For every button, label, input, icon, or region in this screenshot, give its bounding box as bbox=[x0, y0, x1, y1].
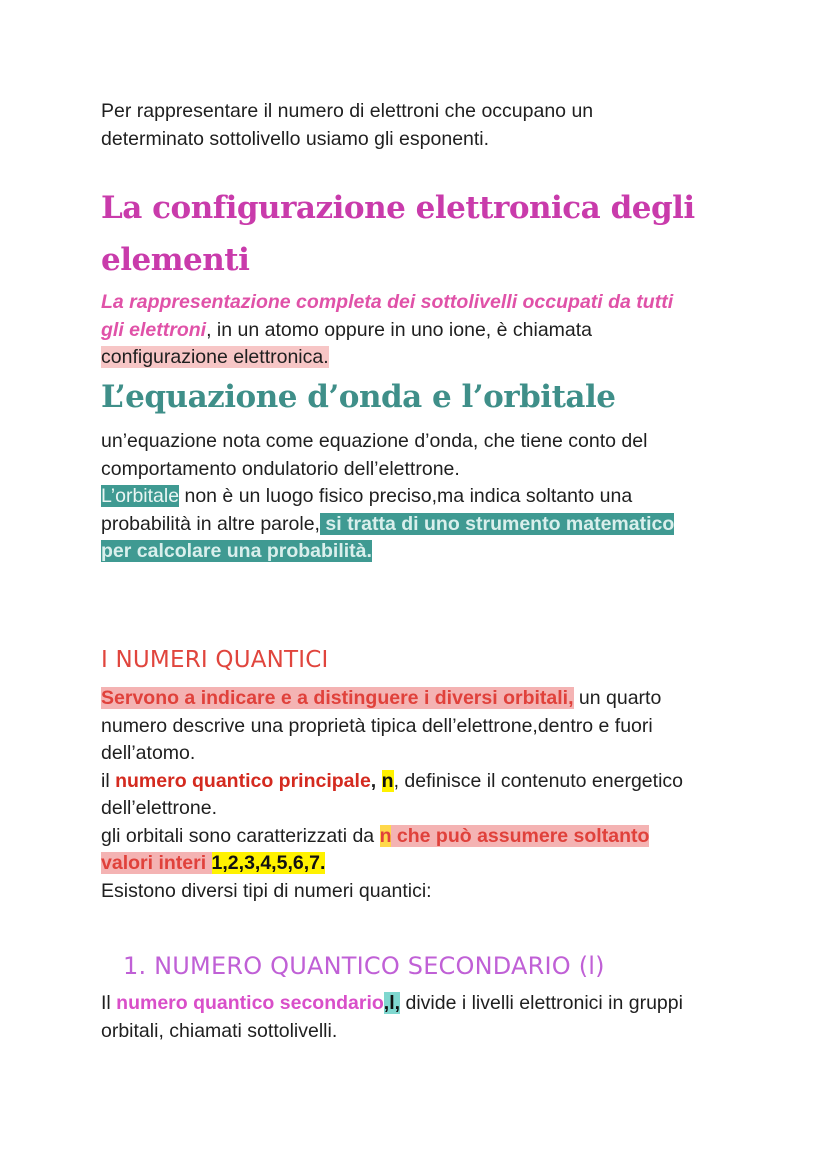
numbers-highlight: 1,2,3,4,5,6,7. bbox=[211, 852, 326, 874]
numeri-quantici-paragraph bbox=[101, 685, 761, 905]
equazione-line-1: un’equazione nota come equazione d’onda, che tiene conto del bbox=[101, 430, 648, 452]
orbitali-pre: gli orbitali sono caratterizzati da bbox=[101, 824, 380, 847]
heading-numero-secondario-title: 1. NUMERO QUANTICO SECONDARIO (l) bbox=[123, 952, 605, 980]
intro-paragraph bbox=[101, 98, 761, 153]
n-highlight-2: n bbox=[379, 824, 392, 847]
secondario-line-2: orbitali, chiamati sottolivelli. bbox=[101, 1019, 338, 1042]
numeri-line-2: numero descrive una proprietà tipica dell’elettrone,dentro e fuori bbox=[101, 714, 653, 737]
principale-rest: , definisce il contenuto energetico bbox=[393, 769, 683, 792]
secondario-rest: divide i livelli elettronici in gruppi bbox=[400, 992, 683, 1014]
heading-numeri-quantici-title: I NUMERI QUANTICI bbox=[101, 647, 329, 673]
soltanto-highlight: che può assumere soltanto bbox=[391, 824, 650, 847]
servono-highlight: Servono a indicare e a distinguere i diversi orbitali, bbox=[101, 687, 574, 709]
intro-line-2: determinato sottolivello usiamo gli esponenti. bbox=[101, 127, 490, 150]
numeri-line-8: Esistono diversi tipi di numeri quantici: bbox=[101, 879, 432, 902]
servono-rest: un quarto bbox=[573, 687, 662, 709]
secondario-paragraph bbox=[101, 990, 761, 1045]
heading-numeri-quantici bbox=[101, 645, 761, 675]
heading-equazione bbox=[101, 377, 761, 417]
orbitale-term-highlight: L’orbitale bbox=[101, 485, 180, 507]
configurazione-term-highlight: configurazione elettronica. bbox=[101, 346, 329, 368]
probabilita-text: probabilità in altre parole, bbox=[101, 512, 320, 535]
strumento-highlight-1: si tratta di uno strumento matematico bbox=[319, 512, 675, 535]
configurazione-paragraph bbox=[101, 289, 761, 372]
heading-configurazione bbox=[101, 182, 761, 286]
strumento-highlight-2: per calcolare una probabilità. bbox=[101, 540, 372, 562]
numeri-line-3: dell’atomo. bbox=[101, 742, 196, 764]
numeri-line-5: dell’elettrone. bbox=[101, 797, 217, 819]
l-highlight: ,l, bbox=[383, 992, 401, 1014]
heading-numero-secondario bbox=[123, 950, 783, 982]
valori-interi-highlight: valori interi bbox=[101, 852, 212, 874]
heading-configurazione-line-1: La configurazione elettronica degli bbox=[101, 190, 695, 226]
intro-line-1: Per rappresentare il numero di elettroni che occupano un bbox=[101, 100, 594, 122]
definition-emphasis-1: La rappresentazione completa dei sottolivelli occupati da tutti bbox=[101, 291, 674, 313]
heading-configurazione-line-2: elementi bbox=[101, 242, 250, 278]
n-highlight: n bbox=[381, 769, 394, 792]
definition-emphasis-2: gli elettroni bbox=[101, 318, 207, 341]
heading-equazione-title: L’equazione d’onda e l’orbitale bbox=[101, 379, 616, 415]
numero-principale-term: numero quantico principale bbox=[115, 769, 371, 792]
secondario-pre: Il bbox=[101, 992, 117, 1014]
principale-pre: il bbox=[101, 769, 116, 792]
equazione-paragraph bbox=[101, 428, 761, 566]
principale-comma: , bbox=[370, 769, 382, 792]
numero-secondario-term: numero quantico secondario bbox=[116, 992, 384, 1014]
orbitale-text: non è un luogo fisico preciso,ma indica soltanto una bbox=[179, 485, 633, 507]
equazione-line-2: comportamento ondulatorio dell’elettrone. bbox=[101, 457, 460, 480]
definition-text: , in un atomo oppure in uno ione, è chiamata bbox=[206, 318, 593, 341]
